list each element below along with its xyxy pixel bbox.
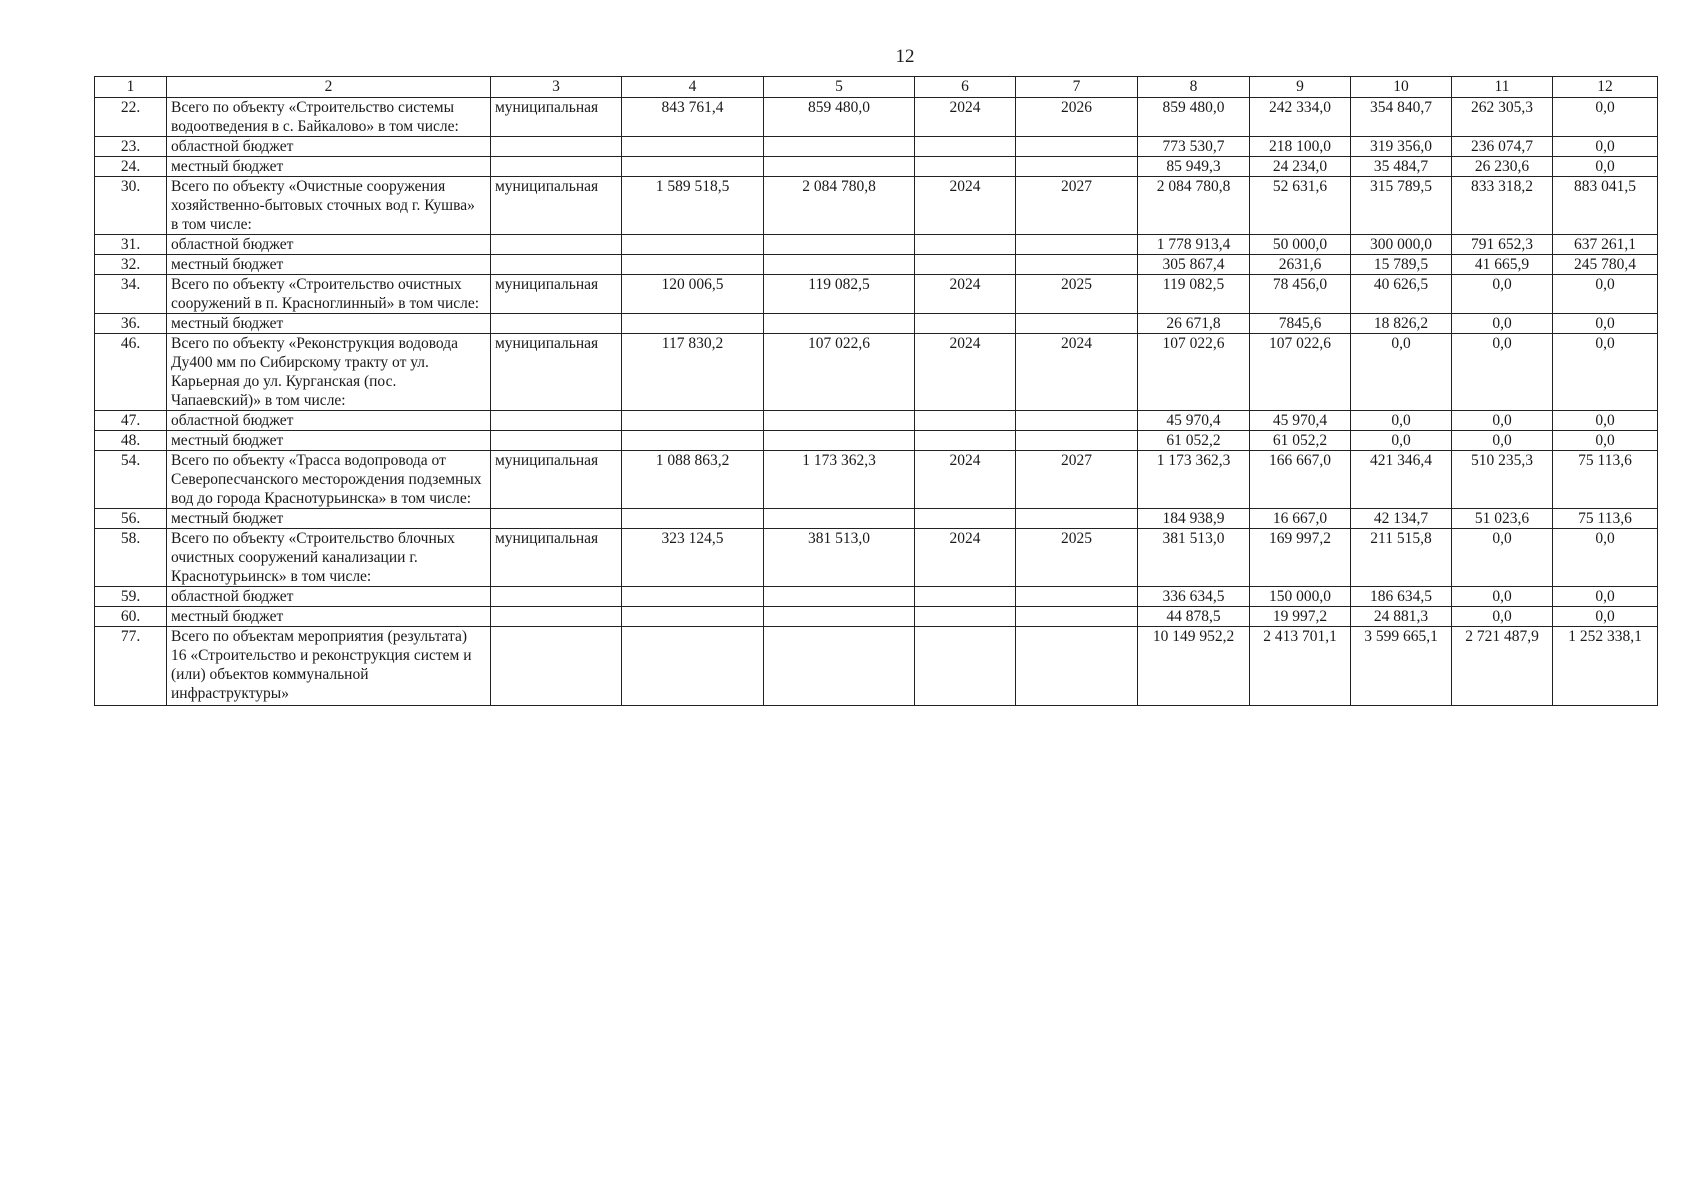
row-number-cell: 24. — [95, 157, 167, 177]
table-body — [95, 77, 1658, 706]
object-name-cell: местный бюджет — [167, 314, 491, 334]
col-12-value-cell: 0,0 — [1553, 587, 1658, 607]
col-12-value-cell: 883 041,5 — [1553, 177, 1658, 235]
column-number-cell: 11 — [1452, 77, 1553, 98]
col-9-value-cell: 19 997,2 — [1250, 607, 1351, 627]
row-number-cell: 59. — [95, 587, 167, 607]
ownership-type-cell — [491, 235, 622, 255]
start-year-cell: 2024 — [915, 334, 1016, 411]
end-year-cell — [1016, 157, 1138, 177]
object-name-cell: Всего по объекту «Очистные сооружения хозяйственно-бытовых сточных вод г. Кушва» в том числе: — [167, 177, 491, 235]
object-name-cell: Всего по объекту «Строительство системы водоотведения в с. Байкалово» в том числе: — [167, 98, 491, 137]
ownership-type-cell: муниципальная — [491, 334, 622, 411]
col-8-value-cell: 773 530,7 — [1138, 137, 1250, 157]
col-12-value-cell: 0,0 — [1553, 607, 1658, 627]
end-year-cell — [1016, 627, 1138, 706]
col-4-value-cell: 323 124,5 — [622, 529, 764, 587]
end-year-cell — [1016, 607, 1138, 627]
col-11-value-cell: 2 721 487,9 — [1452, 627, 1553, 706]
start-year-cell — [915, 157, 1016, 177]
col-8-value-cell: 85 949,3 — [1138, 157, 1250, 177]
object-name-cell: областной бюджет — [167, 235, 491, 255]
start-year-cell — [915, 587, 1016, 607]
end-year-cell: 2027 — [1016, 177, 1138, 235]
row-number-cell: 77. — [95, 627, 167, 706]
col-8-value-cell: 107 022,6 — [1138, 334, 1250, 411]
col-5-value-cell — [764, 411, 915, 431]
col-12-value-cell: 0,0 — [1553, 137, 1658, 157]
start-year-cell — [915, 509, 1016, 529]
col-10-value-cell: 186 634,5 — [1351, 587, 1452, 607]
col-10-value-cell: 3 599 665,1 — [1351, 627, 1452, 706]
start-year-cell — [915, 137, 1016, 157]
col-5-value-cell — [764, 157, 915, 177]
ownership-type-cell — [491, 627, 622, 706]
row-number-cell: 23. — [95, 137, 167, 157]
col-5-value-cell: 2 084 780,8 — [764, 177, 915, 235]
col-5-value-cell — [764, 235, 915, 255]
col-4-value-cell: 1 088 863,2 — [622, 451, 764, 509]
column-number-cell: 9 — [1250, 77, 1351, 98]
col-5-value-cell — [764, 137, 915, 157]
col-4-value-cell — [622, 587, 764, 607]
end-year-cell — [1016, 411, 1138, 431]
start-year-cell — [915, 627, 1016, 706]
col-4-value-cell — [622, 411, 764, 431]
object-name-cell: Всего по объекту «Реконструкция водовода Ду400 мм по Сибирскому тракту от ул. Карьерная до ул. Курганская (пос. Чапаевский)» в том числе: — [167, 334, 491, 411]
row-number-cell: 47. — [95, 411, 167, 431]
ownership-type-cell — [491, 509, 622, 529]
row-number-cell: 36. — [95, 314, 167, 334]
col-9-value-cell: 7845,6 — [1250, 314, 1351, 334]
col-12-value-cell: 75 113,6 — [1553, 451, 1658, 509]
row-number-cell: 58. — [95, 529, 167, 587]
start-year-cell — [915, 431, 1016, 451]
col-8-value-cell: 381 513,0 — [1138, 529, 1250, 587]
col-10-value-cell: 0,0 — [1351, 334, 1452, 411]
col-11-value-cell: 0,0 — [1452, 529, 1553, 587]
col-4-value-cell: 843 761,4 — [622, 98, 764, 137]
budget-table — [94, 76, 1658, 706]
col-11-value-cell: 41 665,9 — [1452, 255, 1553, 275]
object-name-cell: Всего по объекту «Трасса водопровода от Северопесчанского месторождения подземных вод до города Краснотурьинска» в том числе: — [167, 451, 491, 509]
col-9-value-cell: 16 667,0 — [1250, 509, 1351, 529]
col-8-value-cell: 184 938,9 — [1138, 509, 1250, 529]
col-11-value-cell: 0,0 — [1452, 275, 1553, 314]
ownership-type-cell — [491, 314, 622, 334]
start-year-cell — [915, 314, 1016, 334]
col-9-value-cell: 242 334,0 — [1250, 98, 1351, 137]
col-12-value-cell: 1 252 338,1 — [1553, 627, 1658, 706]
column-number-cell: 2 — [167, 77, 491, 98]
col-9-value-cell: 150 000,0 — [1250, 587, 1351, 607]
column-number-row — [95, 77, 1658, 98]
budget-source-row — [95, 431, 1658, 451]
column-number-cell: 1 — [95, 77, 167, 98]
budget-source-row — [95, 137, 1658, 157]
row-number-cell: 32. — [95, 255, 167, 275]
object-name-cell: областной бюджет — [167, 137, 491, 157]
col-9-value-cell: 169 997,2 — [1250, 529, 1351, 587]
object-name-cell: областной бюджет — [167, 587, 491, 607]
col-12-value-cell: 0,0 — [1553, 411, 1658, 431]
col-11-value-cell: 833 318,2 — [1452, 177, 1553, 235]
col-10-value-cell: 354 840,7 — [1351, 98, 1452, 137]
col-12-value-cell: 0,0 — [1553, 334, 1658, 411]
end-year-cell — [1016, 509, 1138, 529]
col-5-value-cell: 107 022,6 — [764, 334, 915, 411]
object-name-cell: местный бюджет — [167, 509, 491, 529]
col-4-value-cell — [622, 235, 764, 255]
ownership-type-cell: муниципальная — [491, 275, 622, 314]
col-12-value-cell: 245 780,4 — [1553, 255, 1658, 275]
end-year-cell: 2025 — [1016, 275, 1138, 314]
col-9-value-cell: 24 234,0 — [1250, 157, 1351, 177]
col-4-value-cell — [622, 627, 764, 706]
col-9-value-cell: 50 000,0 — [1250, 235, 1351, 255]
col-4-value-cell — [622, 509, 764, 529]
start-year-cell: 2024 — [915, 451, 1016, 509]
object-row — [95, 275, 1658, 314]
row-number-cell: 34. — [95, 275, 167, 314]
col-10-value-cell: 315 789,5 — [1351, 177, 1452, 235]
total-row — [95, 627, 1658, 706]
object-name-cell: местный бюджет — [167, 255, 491, 275]
col-5-value-cell: 119 082,5 — [764, 275, 915, 314]
ownership-type-cell: муниципальная — [491, 451, 622, 509]
col-4-value-cell — [622, 255, 764, 275]
col-10-value-cell: 35 484,7 — [1351, 157, 1452, 177]
ownership-type-cell — [491, 137, 622, 157]
col-5-value-cell — [764, 607, 915, 627]
col-10-value-cell: 0,0 — [1351, 431, 1452, 451]
budget-source-row — [95, 157, 1658, 177]
col-5-value-cell: 859 480,0 — [764, 98, 915, 137]
end-year-cell: 2025 — [1016, 529, 1138, 587]
col-4-value-cell: 1 589 518,5 — [622, 177, 764, 235]
budget-source-row — [95, 411, 1658, 431]
row-number-cell: 22. — [95, 98, 167, 137]
col-12-value-cell: 0,0 — [1553, 98, 1658, 137]
row-number-cell: 56. — [95, 509, 167, 529]
col-4-value-cell: 120 006,5 — [622, 275, 764, 314]
col-10-value-cell: 18 826,2 — [1351, 314, 1452, 334]
budget-source-row — [95, 607, 1658, 627]
ownership-type-cell — [491, 255, 622, 275]
end-year-cell: 2027 — [1016, 451, 1138, 509]
budget-source-row — [95, 314, 1658, 334]
col-10-value-cell: 300 000,0 — [1351, 235, 1452, 255]
col-8-value-cell: 859 480,0 — [1138, 98, 1250, 137]
row-number-cell: 54. — [95, 451, 167, 509]
col-8-value-cell: 26 671,8 — [1138, 314, 1250, 334]
col-5-value-cell — [764, 314, 915, 334]
col-10-value-cell: 211 515,8 — [1351, 529, 1452, 587]
col-9-value-cell: 78 456,0 — [1250, 275, 1351, 314]
budget-source-row — [95, 509, 1658, 529]
col-8-value-cell: 336 634,5 — [1138, 587, 1250, 607]
col-12-value-cell: 0,0 — [1553, 314, 1658, 334]
col-12-value-cell: 637 261,1 — [1553, 235, 1658, 255]
col-4-value-cell: 117 830,2 — [622, 334, 764, 411]
col-4-value-cell — [622, 314, 764, 334]
row-number-cell: 46. — [95, 334, 167, 411]
col-11-value-cell: 0,0 — [1452, 607, 1553, 627]
start-year-cell — [915, 411, 1016, 431]
object-row — [95, 451, 1658, 509]
col-8-value-cell: 45 970,4 — [1138, 411, 1250, 431]
col-11-value-cell: 0,0 — [1452, 314, 1553, 334]
col-9-value-cell: 2 413 701,1 — [1250, 627, 1351, 706]
col-11-value-cell: 51 023,6 — [1452, 509, 1553, 529]
budget-source-row — [95, 235, 1658, 255]
end-year-cell — [1016, 431, 1138, 451]
col-10-value-cell: 0,0 — [1351, 411, 1452, 431]
col-9-value-cell: 107 022,6 — [1250, 334, 1351, 411]
col-5-value-cell: 381 513,0 — [764, 529, 915, 587]
col-5-value-cell — [764, 587, 915, 607]
object-row — [95, 334, 1658, 411]
col-4-value-cell — [622, 137, 764, 157]
end-year-cell — [1016, 314, 1138, 334]
col-11-value-cell: 791 652,3 — [1452, 235, 1553, 255]
end-year-cell — [1016, 137, 1138, 157]
ownership-type-cell: муниципальная — [491, 177, 622, 235]
col-10-value-cell: 421 346,4 — [1351, 451, 1452, 509]
column-number-cell: 4 — [622, 77, 764, 98]
ownership-type-cell — [491, 157, 622, 177]
col-8-value-cell: 119 082,5 — [1138, 275, 1250, 314]
start-year-cell — [915, 255, 1016, 275]
col-12-value-cell: 0,0 — [1553, 529, 1658, 587]
start-year-cell: 2024 — [915, 275, 1016, 314]
row-number-cell: 48. — [95, 431, 167, 451]
col-8-value-cell: 10 149 952,2 — [1138, 627, 1250, 706]
col-11-value-cell: 26 230,6 — [1452, 157, 1553, 177]
col-11-value-cell: 236 074,7 — [1452, 137, 1553, 157]
end-year-cell: 2024 — [1016, 334, 1138, 411]
object-row — [95, 98, 1658, 137]
end-year-cell — [1016, 587, 1138, 607]
start-year-cell — [915, 607, 1016, 627]
start-year-cell: 2024 — [915, 529, 1016, 587]
col-12-value-cell: 0,0 — [1553, 431, 1658, 451]
end-year-cell: 2026 — [1016, 98, 1138, 137]
col-10-value-cell: 40 626,5 — [1351, 275, 1452, 314]
object-row — [95, 177, 1658, 235]
column-number-cell: 3 — [491, 77, 622, 98]
object-name-cell: областной бюджет — [167, 411, 491, 431]
col-8-value-cell: 61 052,2 — [1138, 431, 1250, 451]
column-number-cell: 8 — [1138, 77, 1250, 98]
column-number-cell: 7 — [1016, 77, 1138, 98]
col-8-value-cell: 44 878,5 — [1138, 607, 1250, 627]
col-11-value-cell: 0,0 — [1452, 411, 1553, 431]
ownership-type-cell — [491, 431, 622, 451]
row-number-cell: 60. — [95, 607, 167, 627]
object-name-cell: местный бюджет — [167, 607, 491, 627]
col-5-value-cell — [764, 255, 915, 275]
col-9-value-cell: 52 631,6 — [1250, 177, 1351, 235]
col-8-value-cell: 1 778 913,4 — [1138, 235, 1250, 255]
col-11-value-cell: 0,0 — [1452, 431, 1553, 451]
col-11-value-cell: 0,0 — [1452, 334, 1553, 411]
col-9-value-cell: 2631,6 — [1250, 255, 1351, 275]
col-8-value-cell: 2 084 780,8 — [1138, 177, 1250, 235]
col-10-value-cell: 15 789,5 — [1351, 255, 1452, 275]
start-year-cell: 2024 — [915, 177, 1016, 235]
col-11-value-cell: 0,0 — [1452, 587, 1553, 607]
start-year-cell — [915, 235, 1016, 255]
col-10-value-cell: 42 134,7 — [1351, 509, 1452, 529]
page-number: 12 — [895, 46, 915, 67]
column-number-cell: 10 — [1351, 77, 1452, 98]
column-number-cell: 5 — [764, 77, 915, 98]
col-12-value-cell: 75 113,6 — [1553, 509, 1658, 529]
col-12-value-cell: 0,0 — [1553, 275, 1658, 314]
end-year-cell — [1016, 255, 1138, 275]
column-number-cell: 12 — [1553, 77, 1658, 98]
ownership-type-cell: муниципальная — [491, 529, 622, 587]
object-name-cell: местный бюджет — [167, 157, 491, 177]
col-12-value-cell: 0,0 — [1553, 157, 1658, 177]
budget-source-row — [95, 587, 1658, 607]
col-10-value-cell: 24 881,3 — [1351, 607, 1452, 627]
col-8-value-cell: 305 867,4 — [1138, 255, 1250, 275]
col-10-value-cell: 319 356,0 — [1351, 137, 1452, 157]
col-5-value-cell — [764, 509, 915, 529]
ownership-type-cell — [491, 607, 622, 627]
row-number-cell: 30. — [95, 177, 167, 235]
column-number-cell: 6 — [915, 77, 1016, 98]
col-4-value-cell — [622, 157, 764, 177]
col-11-value-cell: 262 305,3 — [1452, 98, 1553, 137]
col-9-value-cell: 166 667,0 — [1250, 451, 1351, 509]
col-5-value-cell — [764, 431, 915, 451]
ownership-type-cell — [491, 411, 622, 431]
object-name-cell: Всего по объектам мероприятия (результата) 16 «Строительство и реконструкция систем и (или) объектов коммунальной инфраструктуры» — [167, 627, 491, 706]
ownership-type-cell: муниципальная — [491, 98, 622, 137]
col-11-value-cell: 510 235,3 — [1452, 451, 1553, 509]
object-name-cell: Всего по объекту «Строительство блочных очистных сооружений канализации г. Краснотурьинск» в том числе: — [167, 529, 491, 587]
end-year-cell — [1016, 235, 1138, 255]
col-5-value-cell — [764, 627, 915, 706]
col-9-value-cell: 45 970,4 — [1250, 411, 1351, 431]
col-4-value-cell — [622, 431, 764, 451]
row-number-cell: 31. — [95, 235, 167, 255]
col-9-value-cell: 61 052,2 — [1250, 431, 1351, 451]
col-8-value-cell: 1 173 362,3 — [1138, 451, 1250, 509]
object-name-cell: Всего по объекту «Строительство очистных сооружений в п. Красноглинный» в том числе: — [167, 275, 491, 314]
ownership-type-cell — [491, 587, 622, 607]
object-row — [95, 529, 1658, 587]
col-4-value-cell — [622, 607, 764, 627]
object-name-cell: местный бюджет — [167, 431, 491, 451]
col-9-value-cell: 218 100,0 — [1250, 137, 1351, 157]
budget-source-row — [95, 255, 1658, 275]
start-year-cell: 2024 — [915, 98, 1016, 137]
col-5-value-cell: 1 173 362,3 — [764, 451, 915, 509]
